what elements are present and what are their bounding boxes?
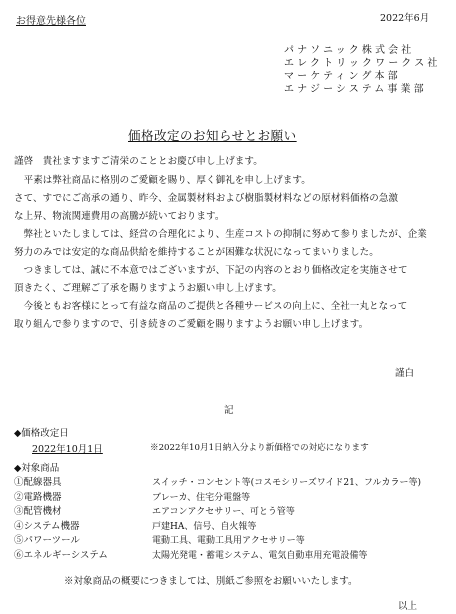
product-category-label: ⑥エネルギーシステム	[14, 550, 108, 561]
product-category-label: ③配管機材	[14, 506, 62, 518]
issue-date: 2022年6月	[380, 13, 430, 24]
body-line: 取り組んで参りますので、引き続きのご愛顧を賜りますようお願い申し上げます。	[14, 319, 369, 330]
body-line: 努力のみでは安定的な商品供給を維持することが困難な状況になってまいりました。	[14, 247, 379, 258]
sender-company: パナソニック株式会社	[284, 45, 415, 56]
document-title: 価格改定のお知らせとお願い	[128, 128, 297, 143]
sender-business-unit: エナジーシステム事業部	[284, 84, 427, 95]
products-heading: ◆対象商品	[14, 463, 60, 474]
body-line: 頂きたく、ご理解ご了承を賜りますようお願い申し上げます。	[14, 283, 282, 294]
product-category-label: ②電路機器	[14, 491, 62, 503]
revision-date-value: 2022年10月1日	[32, 444, 103, 455]
closing-word: 謹白	[395, 368, 415, 379]
product-category-label: ⑤パワーツール	[14, 535, 80, 547]
body-line: 謹啓 貴社ますますご清栄のこととお慶び申し上げます。	[14, 156, 263, 167]
body-line: さて、すでにご高承の通り、昨今、金属製材料および樹脂製材料などの原材料価格の急激	[14, 193, 399, 204]
product-category-desc: 戸建HA、信号、自火報等	[152, 521, 257, 532]
product-category-desc: エアコンアクセサリー、可とう管等	[152, 507, 295, 518]
recipient-line: お得意先様各位	[16, 16, 86, 27]
product-category-label: ①配線器具	[14, 477, 62, 488]
product-category-desc: スイッチ・コンセント等(コスモシリーズワイド21、フルカラー等)	[152, 478, 422, 488]
revision-date-note: ※2022年10月1日納入分より新価格での対応になります	[150, 443, 369, 453]
product-category-desc: 太陽光発電・蓄電システム、電気自動車用充電設備等	[152, 551, 368, 561]
body-line: 弊社といたしましては、経営の合理化により、生産コストの抑制に努めて参りましたが、企業	[14, 229, 427, 240]
sender-department: マーケティング本部	[284, 71, 401, 82]
body-line: 平素は弊社商品に格別のご愛顧を賜り、厚く御礼を申し上げます。	[14, 175, 311, 186]
attachment-note: ※対象商品の概要につきましては、別紙ご参照をお願いいたします。	[64, 576, 358, 587]
product-category-desc: ブレーカ、住宅分電盤等	[152, 492, 251, 503]
body-line: な上昇、物流関連費用の高騰が続いております。	[14, 211, 225, 222]
sender-division: エレクトリックワークス社	[284, 58, 441, 69]
ki-heading: 記	[224, 405, 234, 416]
revision-date-heading: ◆価格改定日	[14, 428, 69, 439]
product-category-label: ④システム機器	[14, 520, 80, 532]
product-category-desc: 電動工具、電動工具用アクセサリー等	[152, 536, 305, 547]
body-line: つきましては、誠に不本意ではございますが、下記の内容のとおり価格改定を実施させて	[14, 265, 408, 276]
end-mark: 以上	[398, 601, 418, 612]
body-line: 今後ともお客様にとって有益な商品のご提供と各種サービスの向上に、全社一丸となって	[14, 301, 408, 312]
